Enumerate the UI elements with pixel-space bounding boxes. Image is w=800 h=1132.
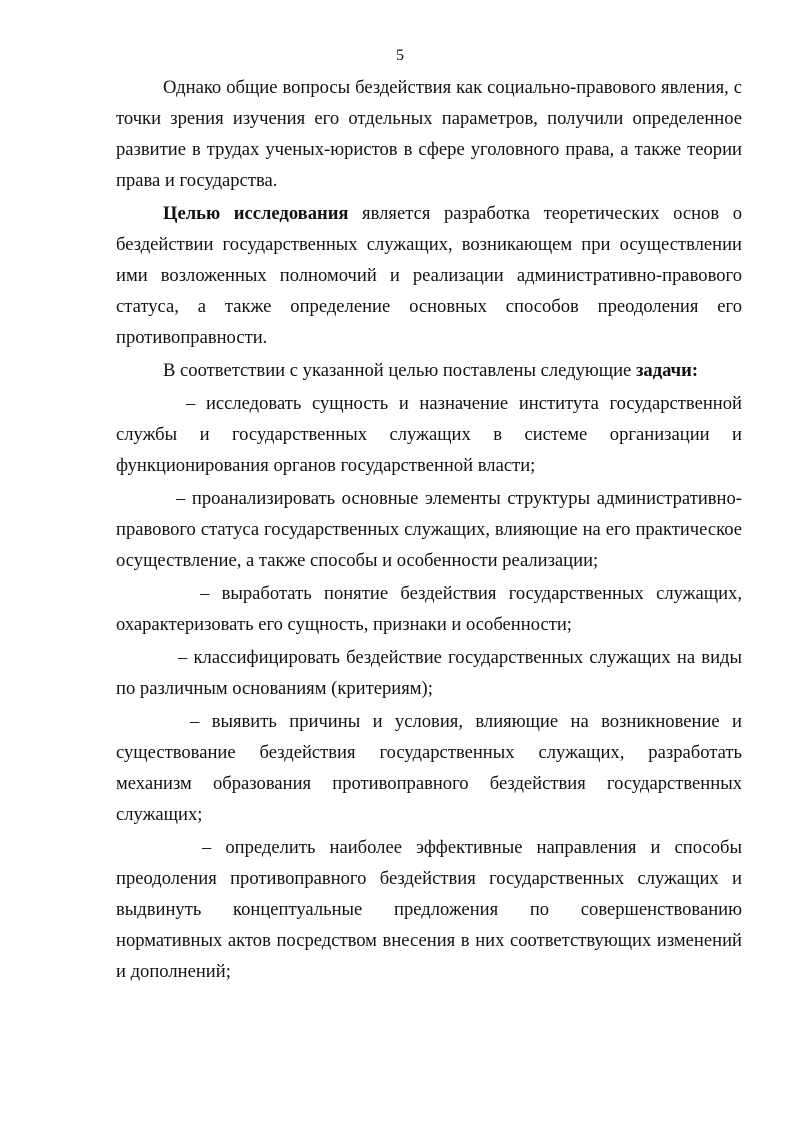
task-item: – выявить причины и условия, влияющие на возникновение и существование бездействия государственных служащих, разработать механизм образования противоправного бездействия государственных служащих; bbox=[116, 711, 742, 825]
body-text bbox=[116, 72, 742, 989]
page-number: 5 bbox=[396, 47, 404, 64]
tasks-lead: В соответствии с указанной целью поставлены следующие bbox=[163, 360, 636, 381]
tasks-label: задачи: bbox=[635, 360, 699, 381]
tasks-lead-paragraph bbox=[116, 355, 742, 386]
task-item: – классифицировать бездействие государственных служащих на виды по различным основаниям (критериям); bbox=[116, 647, 742, 699]
goal-text: является разработка теоретических основ о бездействии государственных служащих, возникающем при осуществлении ими возложенных полномочий и реализации административно-правового статуса, а также определение основных способов преодоления его противоправности. bbox=[116, 203, 742, 348]
task-item: – выработать понятие бездействия государственных служащих, охарактеризовать его сущность, признаки и особенности; bbox=[116, 583, 742, 635]
intro-paragraph: Однако общие вопросы бездействия как социально-правового явления, с точки зрения изучения его отдельных параметров, получили определенное развитие в трудах ученых-юристов в сфере уголовного права, а также теории права и государства. bbox=[116, 77, 742, 191]
task-item: – исследовать сущность и назначение института государственной службы и государственных служащих в системе организации и функционирования органов государственной власти; bbox=[116, 393, 742, 476]
task-item: – проанализировать основные элементы структуры административно-правового статуса государственных служащих, влияющие на его практическое осуществление, а также способы и особенности реализации; bbox=[116, 488, 742, 571]
goal-label: Целью исследования bbox=[163, 203, 349, 224]
goal-paragraph bbox=[116, 198, 742, 353]
task-item: – определить наиболее эффективные направления и способы преодоления противоправного бездействия государственных служащих и выдвинуть концептуальные предложения по совершенствованию нормативных актов посредством внесения в них соответствующих изменений и дополнений; bbox=[116, 837, 742, 982]
